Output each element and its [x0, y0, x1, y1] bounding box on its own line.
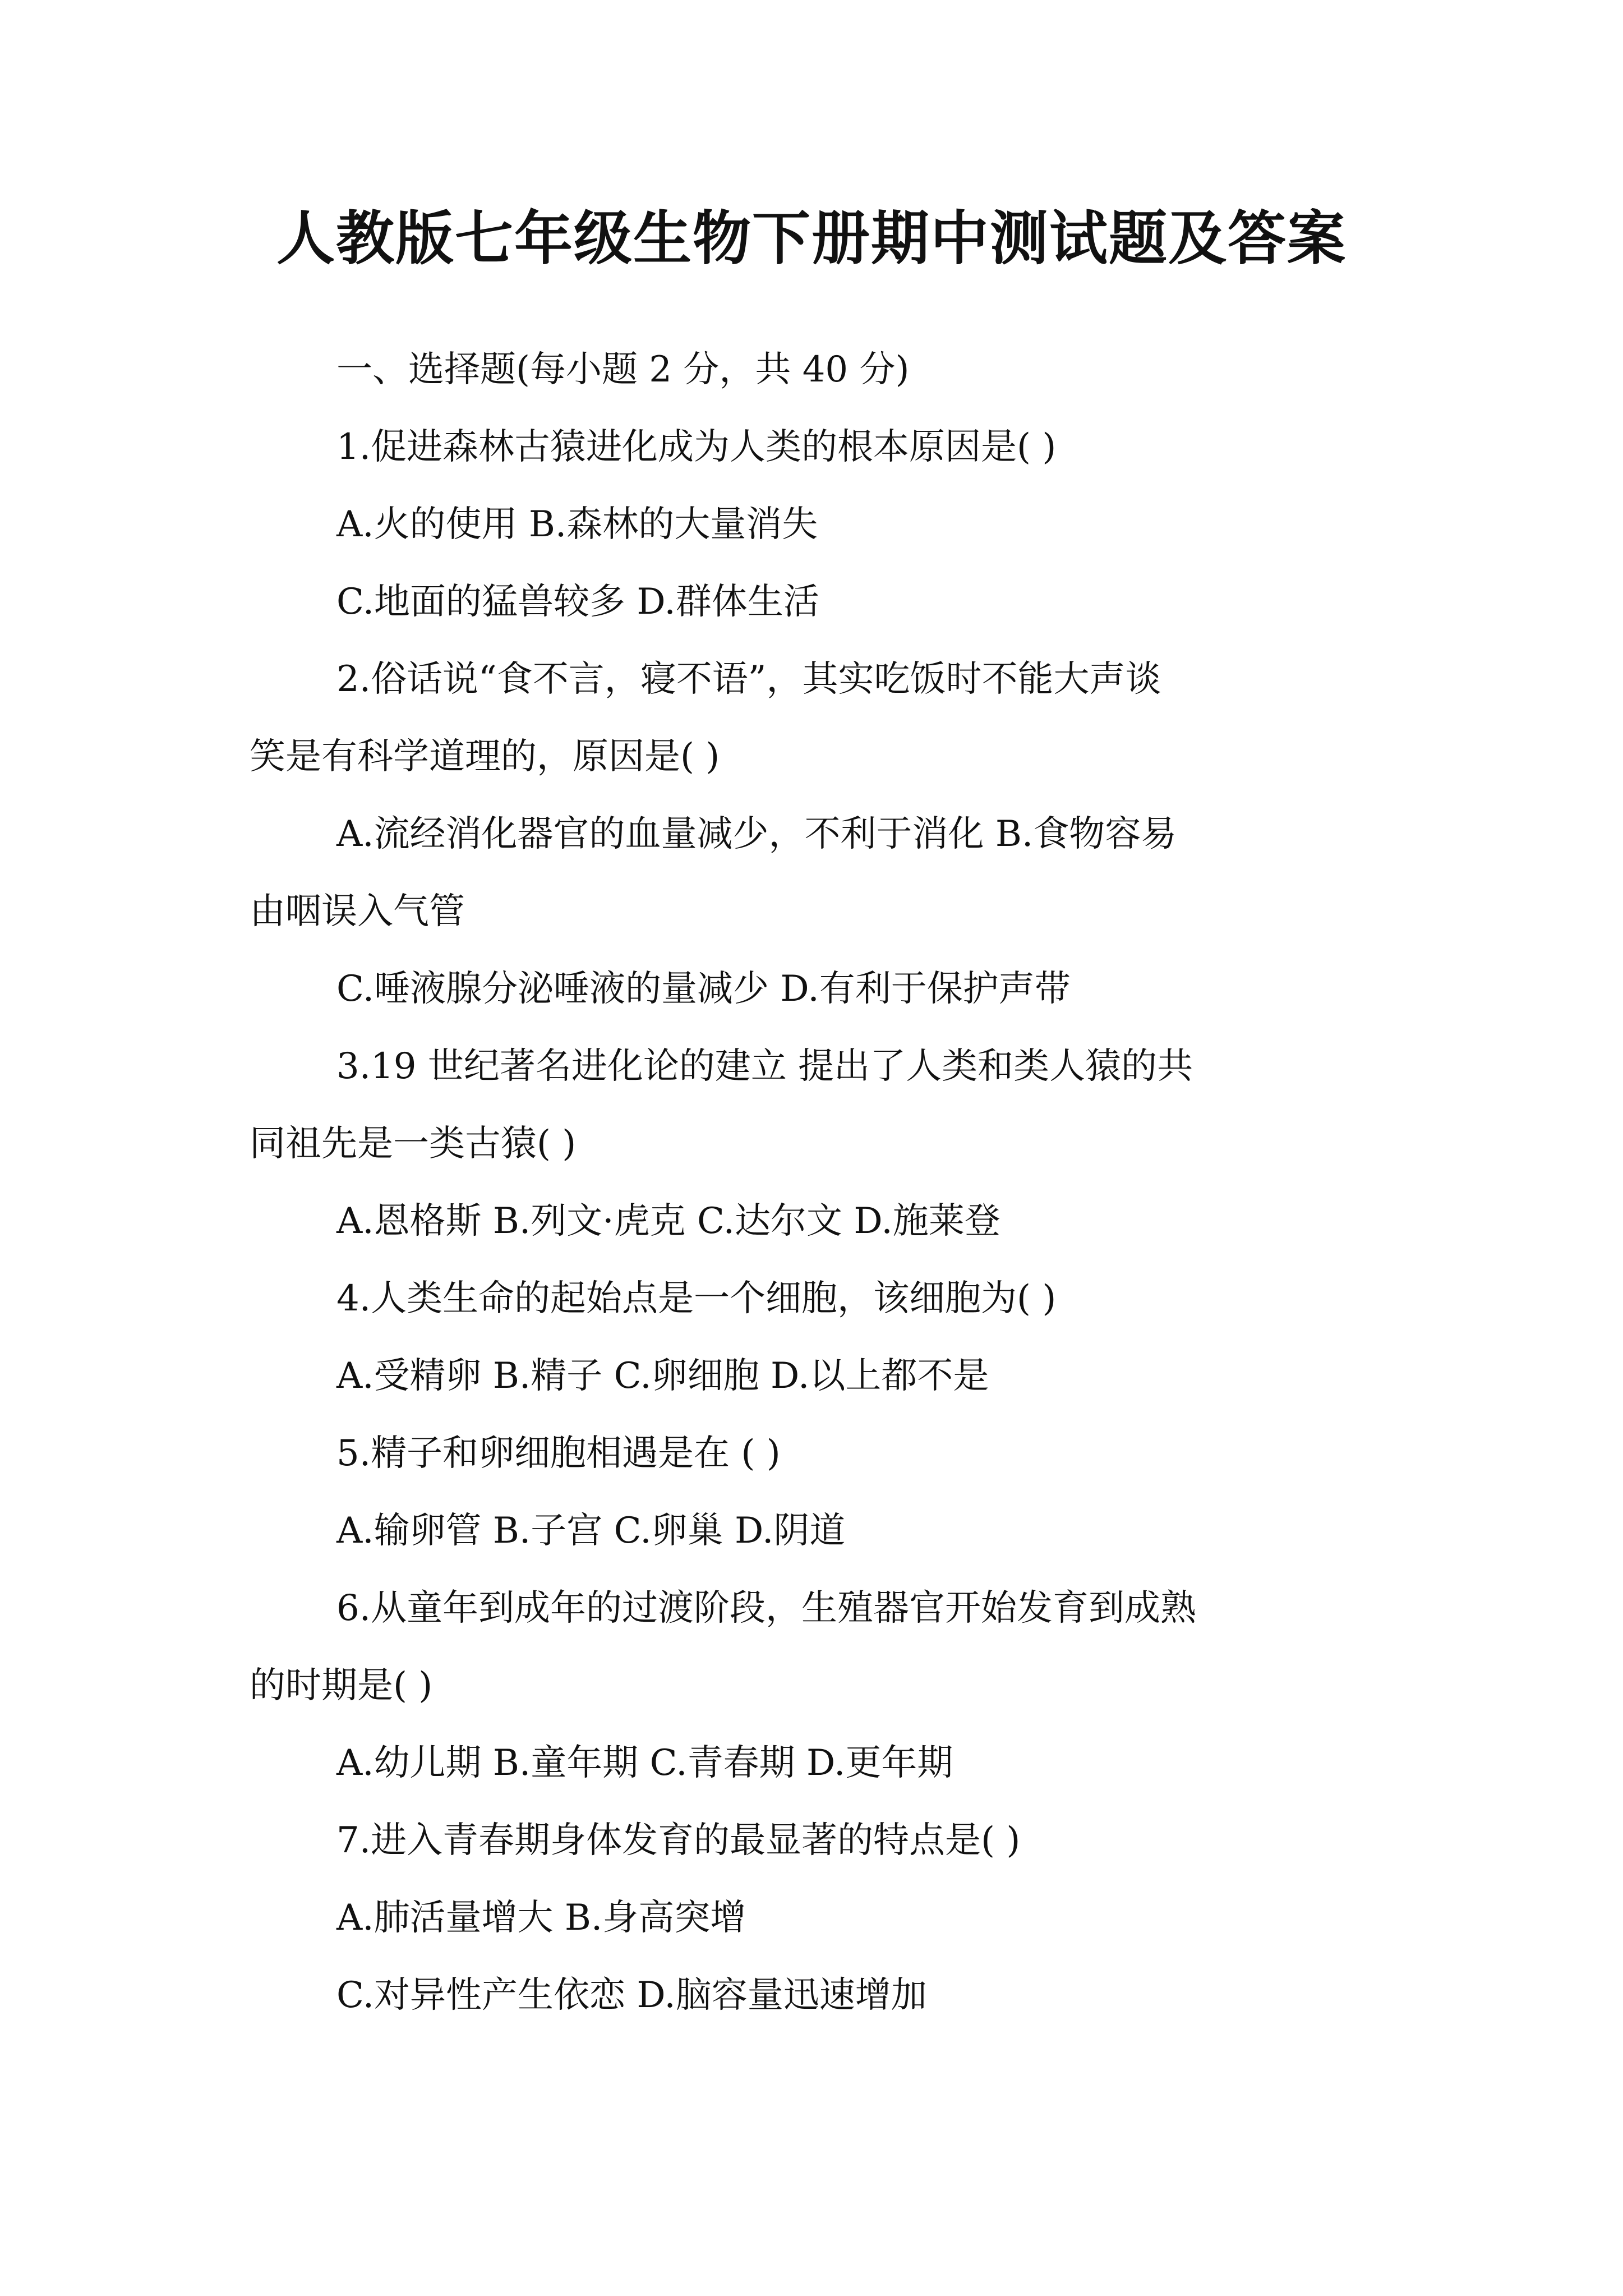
text-line: 1.促进森林古猿进化成为人类的根本原因是( ) [336, 426, 1057, 468]
text-line: 5.精子和卵细胞相遇是在 ( ) [336, 1433, 781, 1474]
text-line: 由咽误入气管 [250, 891, 465, 932]
text-line: 2.俗话说“食不言，寝不语”，其实吃饭时不能大声谈 [336, 659, 1161, 700]
page-title: 人教版七年级生物下册期中测试题及答案 [276, 204, 1347, 273]
text-line: 同祖先是一类古猿( ) [250, 1123, 577, 1165]
text-line: A.流经消化器官的血量减少，不利于消化 B.食物容易 [336, 813, 1177, 855]
text-line: 6.从童年到成年的过渡阶段，生殖器官开始发育到成熟 [336, 1588, 1197, 1629]
text-line: 7.进入青春期身体发育的最显著的特点是( ) [336, 1820, 1021, 1861]
question-lines [250, 408, 1371, 2034]
text-line: 4.人类生命的起始点是一个细胞，该细胞为( ) [336, 1278, 1057, 1319]
text-line: C.地面的猛兽较多 D.群体生活 [336, 581, 819, 623]
text-line: C.唾液腺分泌唾液的量减少 D.有利于保护声带 [336, 968, 1071, 1010]
text-line: A.火的使用 B.森林的大量消失 [336, 504, 818, 545]
text-line: A.输卵管 B.子宫 C.卵巢 D.阴道 [336, 1510, 846, 1552]
text-line: C.对异性产生依恋 D.脑容量迅速增加 [336, 1975, 927, 2016]
section-heading: 一、选择题(每小题 2 分，共 40 分) [336, 349, 910, 390]
text-line: A.受精卵 B.精子 C.卵细胞 D.以上都不是 [336, 1355, 989, 1397]
text-line: A.肺活量增大 B.身高突增 [336, 1897, 746, 1939]
text-line: A.恩格斯 B.列文·虎克 C.达尔文 D.施莱登 [336, 1200, 1000, 1242]
text-line: 的时期是( ) [250, 1665, 433, 1706]
text-line: 笑是有科学道理的，原因是( ) [250, 736, 720, 777]
text-line: A.幼儿期 B.童年期 C.青春期 D.更年期 [336, 1742, 953, 1784]
document-body [250, 331, 1371, 2034]
text-line: 3.19 世纪著名进化论的建立 提出了人类和类人猿的共 [336, 1046, 1193, 1087]
